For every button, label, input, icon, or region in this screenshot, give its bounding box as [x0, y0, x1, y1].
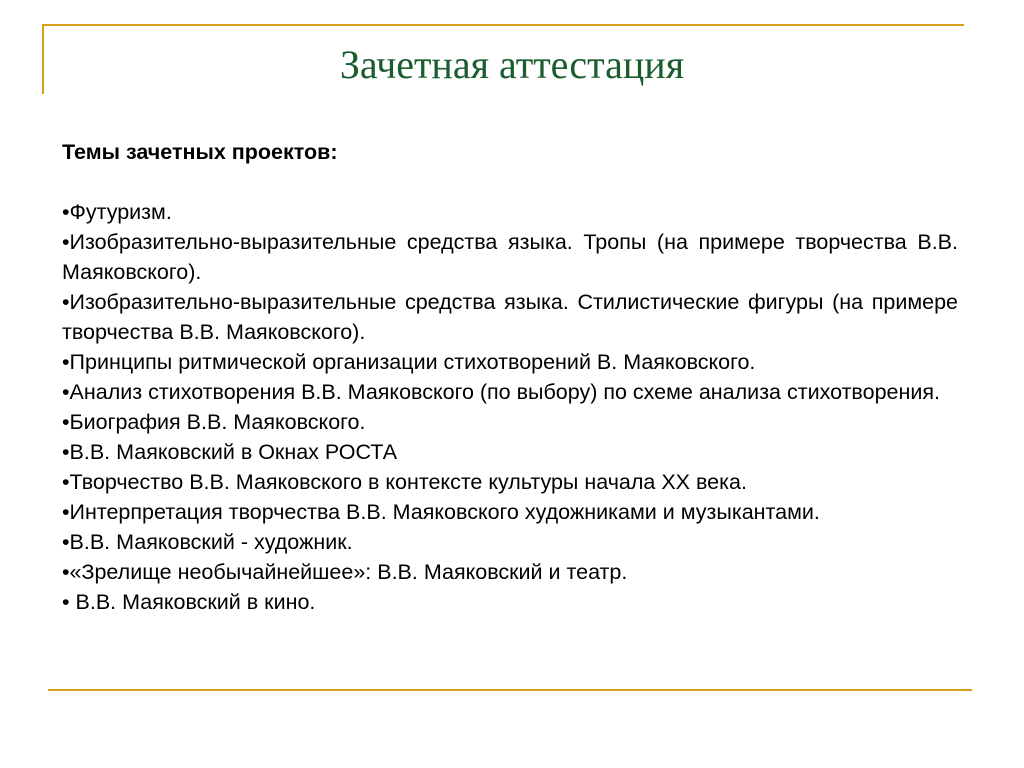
topic-item: •Изобразительно-выразительные средства языка. Стилистические фигуры (на примере творчества В.В. Маяковского). — [62, 290, 958, 344]
topic-item: •Изобразительно-выразительные средства языка. Тропы (на примере творчества В.В. Маяковского). — [62, 230, 958, 284]
decorative-top-line — [42, 24, 964, 26]
topic-item: •Биография В.В. Маяковского. — [62, 410, 366, 434]
topic-item: •Принципы ритмической организации стихотворений В. Маяковского. — [62, 350, 756, 374]
decorative-bottom-line — [48, 689, 972, 691]
topic-item: •В.В. Маяковский - художник. — [62, 530, 353, 554]
topics-list — [62, 197, 958, 617]
topic-item: •Интерпретация творчества В.В. Маяковского художниками и музыкантами. — [62, 500, 820, 524]
slide-title: Зачетная аттестация — [339, 42, 685, 87]
topics-subheading: Темы зачетных проектов: — [62, 140, 338, 164]
topic-item: •Анализ стихотворения В.В. Маяковского (по выбору) по схеме анализа стихотворения. — [62, 380, 940, 404]
topic-item: •Футуризм. — [62, 200, 172, 224]
topic-item: •«Зрелище необычайнейшее»: В.В. Маяковский и театр. — [62, 560, 628, 584]
topic-item: •Творчество В.В. Маяковского в контексте культуры начала XX века. — [62, 470, 747, 494]
topic-item: •В.В. Маяковский в Окнах РОСТА — [62, 440, 398, 464]
topic-item: • В.В. Маяковский в кино. — [62, 590, 316, 614]
slide-body — [62, 133, 958, 617]
